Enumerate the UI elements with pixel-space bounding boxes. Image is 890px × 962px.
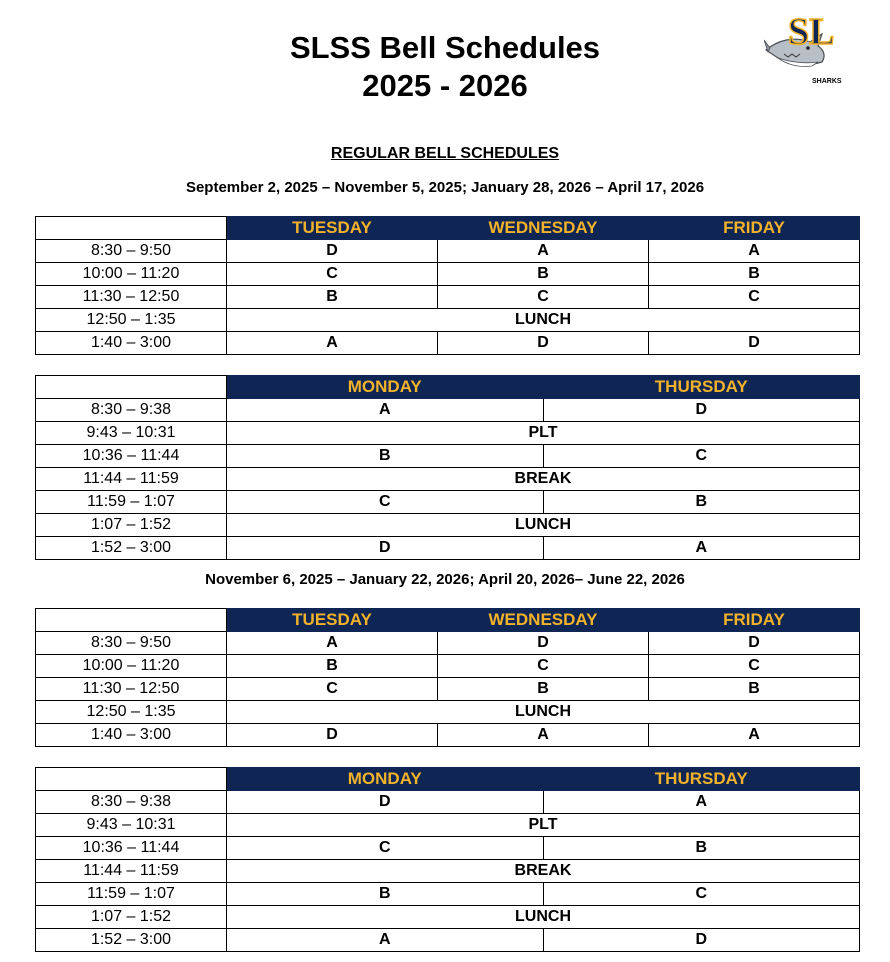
- time-cell: 11:59 – 1:07: [36, 491, 227, 514]
- block-cell: A: [649, 724, 860, 747]
- time-cell: 11:44 – 11:59: [36, 468, 227, 491]
- time-cell: 10:36 – 11:44: [36, 445, 227, 468]
- block-cell: C: [227, 837, 544, 860]
- block-cell: A: [438, 240, 649, 263]
- block-cell: C: [543, 445, 860, 468]
- page-title: SLSS Bell Schedules: [289, 30, 601, 65]
- table-row: [36, 491, 860, 514]
- block-cell: B: [227, 445, 544, 468]
- block-cell: B: [649, 678, 860, 701]
- block-cell: C: [227, 263, 438, 286]
- block-cell: C: [649, 286, 860, 309]
- block-cell: A: [227, 332, 438, 355]
- table-row: [36, 837, 860, 860]
- day-header: TUESDAY: [227, 609, 438, 632]
- day-header: WEDNESDAY: [438, 609, 649, 632]
- table-row: [36, 724, 860, 747]
- table-row: [36, 814, 860, 837]
- time-cell: 10:00 – 11:20: [36, 263, 227, 286]
- day-header: THURSDAY: [543, 768, 860, 791]
- blank-header-cell: [36, 217, 227, 240]
- time-cell: 1:07 – 1:52: [36, 906, 227, 929]
- span-cell: BREAK: [227, 468, 860, 491]
- block-cell: C: [227, 678, 438, 701]
- blank-header-cell: [36, 609, 227, 632]
- blank-header-cell: [36, 376, 227, 399]
- day-header: MONDAY: [227, 376, 544, 399]
- time-cell: 8:30 – 9:50: [36, 632, 227, 655]
- table-row: [36, 906, 860, 929]
- schedule-table-mon-thu-2: [35, 767, 860, 952]
- block-cell: A: [227, 399, 544, 422]
- day-header: MONDAY: [227, 768, 544, 791]
- table-row: [36, 860, 860, 883]
- block-cell: D: [438, 332, 649, 355]
- table-row: [36, 263, 860, 286]
- header-row: [36, 376, 860, 399]
- time-cell: 12:50 – 1:35: [36, 701, 227, 724]
- block-cell: B: [438, 263, 649, 286]
- time-cell: 8:30 – 9:38: [36, 399, 227, 422]
- time-cell: 11:30 – 12:50: [36, 678, 227, 701]
- block-cell: B: [649, 263, 860, 286]
- block-cell: D: [649, 632, 860, 655]
- span-cell: BREAK: [227, 860, 860, 883]
- time-cell: 1:40 – 3:00: [36, 332, 227, 355]
- time-cell: 10:36 – 11:44: [36, 837, 227, 860]
- time-cell: 11:59 – 1:07: [36, 883, 227, 906]
- header-row: [36, 768, 860, 791]
- block-cell: D: [438, 632, 649, 655]
- time-cell: 11:44 – 11:59: [36, 860, 227, 883]
- blank-header-cell: [36, 768, 227, 791]
- table-row: [36, 655, 860, 678]
- logo-subtext: SHARKS: [812, 78, 842, 85]
- block-cell: C: [438, 655, 649, 678]
- table-row: [36, 309, 860, 332]
- time-cell: 1:07 – 1:52: [36, 514, 227, 537]
- time-cell: 8:30 – 9:38: [36, 791, 227, 814]
- block-cell: A: [227, 632, 438, 655]
- time-cell: 10:00 – 11:20: [36, 655, 227, 678]
- schedule-table-tue-wed-fri-1: [35, 216, 860, 355]
- span-cell: LUNCH: [227, 309, 860, 332]
- table-row: [36, 883, 860, 906]
- span-cell: LUNCH: [227, 906, 860, 929]
- block-cell: B: [227, 883, 544, 906]
- header-row: [36, 609, 860, 632]
- table-row: [36, 286, 860, 309]
- block-cell: D: [227, 240, 438, 263]
- table-row: [36, 240, 860, 263]
- block-cell: A: [543, 791, 860, 814]
- block-cell: C: [227, 491, 544, 514]
- day-header: FRIDAY: [649, 217, 860, 240]
- table-row: [36, 514, 860, 537]
- block-cell: B: [438, 678, 649, 701]
- block-cell: D: [649, 332, 860, 355]
- block-cell: B: [227, 655, 438, 678]
- span-cell: LUNCH: [227, 514, 860, 537]
- schedule-table-tue-wed-fri-2: [35, 608, 860, 747]
- time-cell: 11:30 – 12:50: [36, 286, 227, 309]
- time-cell: 1:52 – 3:00: [36, 537, 227, 560]
- block-cell: C: [649, 655, 860, 678]
- section-title: REGULAR BELL SCHEDULES: [330, 145, 560, 162]
- table-row: [36, 791, 860, 814]
- header-row: [36, 217, 860, 240]
- date-range-1: September 2, 2025 – November 5, 2025; January 28, 2026 – April 17, 2026: [185, 179, 705, 196]
- time-cell: 9:43 – 10:31: [36, 814, 227, 837]
- block-cell: C: [438, 286, 649, 309]
- logo-s: SL: [788, 11, 835, 53]
- time-cell: 9:43 – 10:31: [36, 422, 227, 445]
- table-row: [36, 678, 860, 701]
- schedule-table-mon-thu-1: [35, 375, 860, 560]
- table-row: [36, 701, 860, 724]
- table-row: [36, 399, 860, 422]
- day-header: WEDNESDAY: [438, 217, 649, 240]
- time-cell: 1:52 – 3:00: [36, 929, 227, 952]
- time-cell: 8:30 – 9:50: [36, 240, 227, 263]
- block-cell: C: [543, 883, 860, 906]
- block-cell: B: [227, 286, 438, 309]
- table-row: [36, 332, 860, 355]
- table-row: [36, 929, 860, 952]
- span-cell: LUNCH: [227, 701, 860, 724]
- day-header: FRIDAY: [649, 609, 860, 632]
- block-cell: D: [543, 399, 860, 422]
- page-subtitle-year: 2025 - 2026: [362, 68, 528, 103]
- block-cell: D: [543, 929, 860, 952]
- table-row: [36, 632, 860, 655]
- block-cell: A: [227, 929, 544, 952]
- table-row: [36, 445, 860, 468]
- table-row: [36, 422, 860, 445]
- block-cell: D: [227, 791, 544, 814]
- table-row: [36, 468, 860, 491]
- block-cell: A: [649, 240, 860, 263]
- table-row: [36, 537, 860, 560]
- day-header: THURSDAY: [543, 376, 860, 399]
- span-cell: PLT: [227, 814, 860, 837]
- date-range-2: November 6, 2025 – January 22, 2026; April 20, 2026– June 22, 2026: [205, 571, 685, 588]
- sharks-logo: [764, 4, 846, 86]
- time-cell: 1:40 – 3:00: [36, 724, 227, 747]
- block-cell: A: [438, 724, 649, 747]
- block-cell: A: [543, 537, 860, 560]
- span-cell: PLT: [227, 422, 860, 445]
- block-cell: B: [543, 491, 860, 514]
- block-cell: D: [227, 724, 438, 747]
- time-cell: 12:50 – 1:35: [36, 309, 227, 332]
- block-cell: D: [227, 537, 544, 560]
- block-cell: B: [543, 837, 860, 860]
- day-header: TUESDAY: [227, 217, 438, 240]
